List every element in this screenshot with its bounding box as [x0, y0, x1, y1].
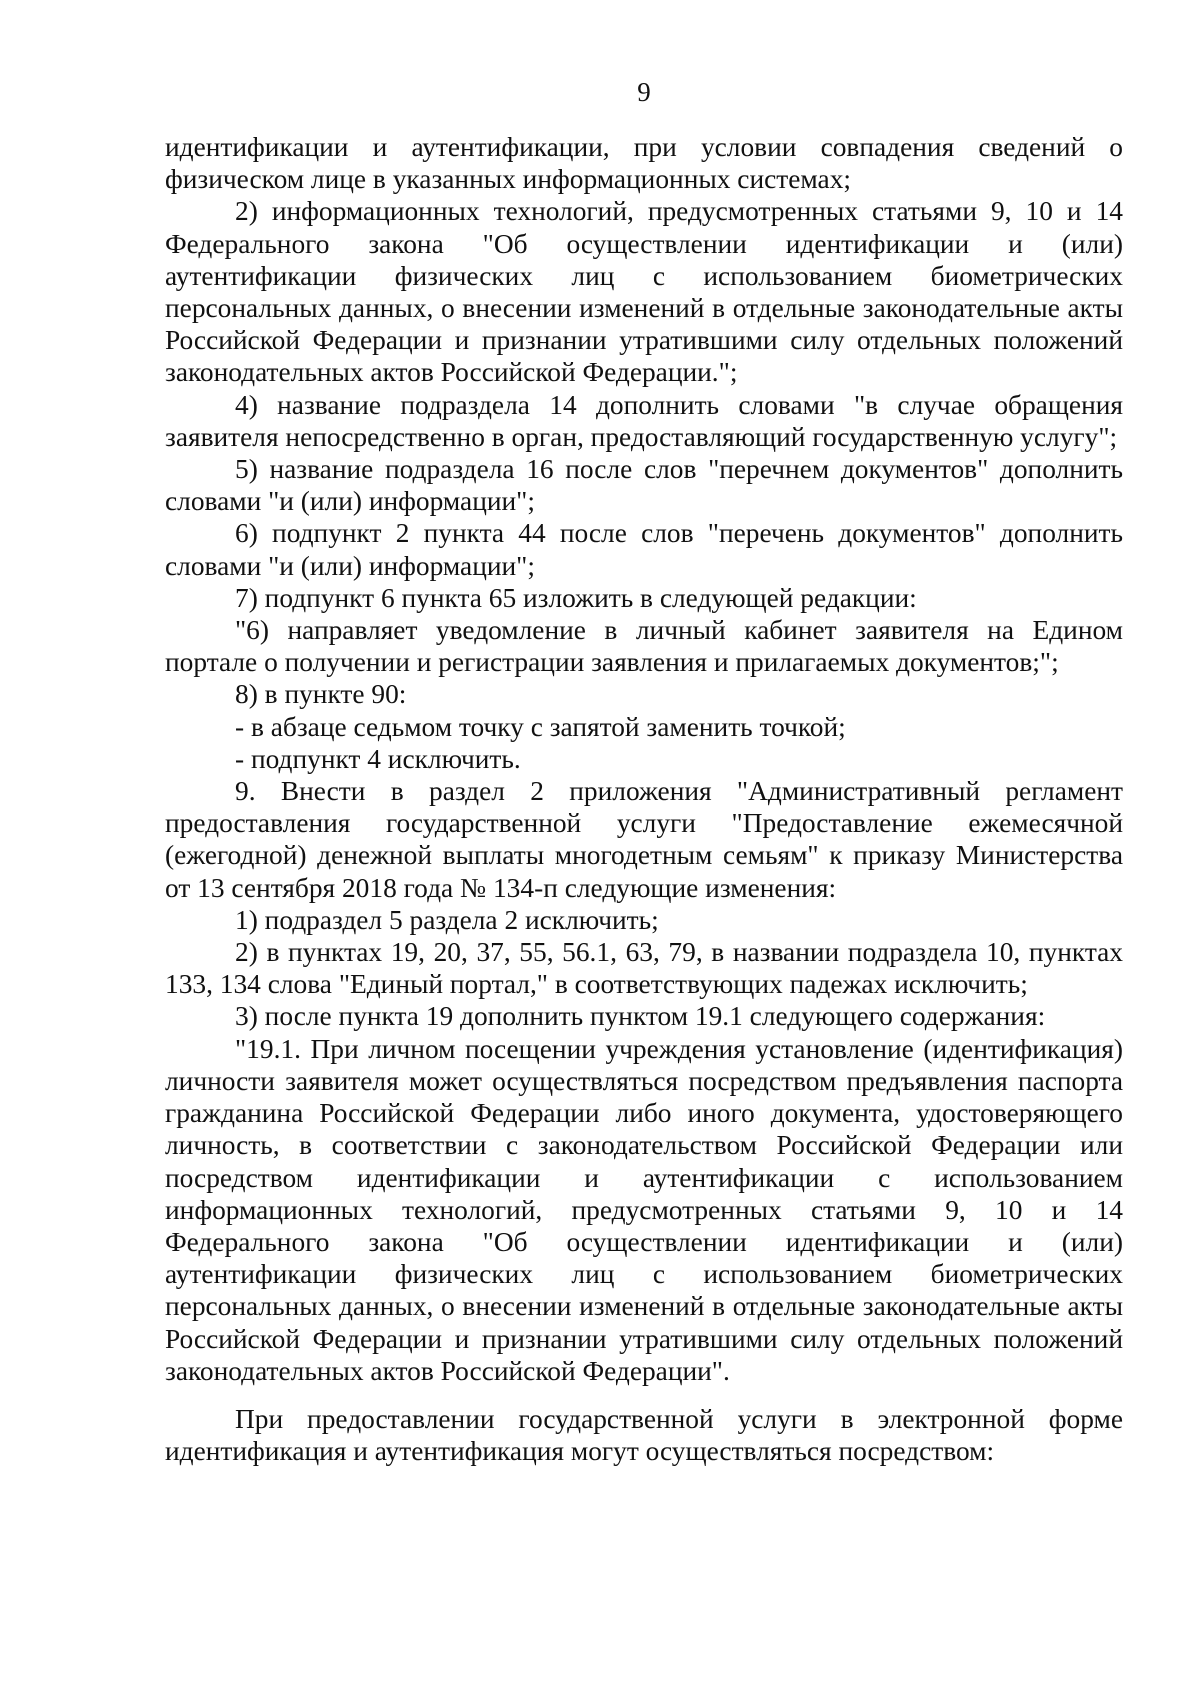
paragraph-item-4: 4) название подраздела 14 дополнить словами "в случае обращения заявителя непосредственно в орган, предоставляющий государственную услугу"; — [165, 389, 1123, 452]
document-page — [165, 0, 1123, 1697]
paragraph-item-8: 8) в пункте 90: — [235, 679, 407, 710]
paragraph-sub-3: 3) после пункта 19 дополнить пунктом 19.1 следующего содержания: — [235, 1001, 1046, 1032]
paragraph-dash-1: - в абзаце седьмом точку с запятой заменить точкой; — [235, 711, 846, 742]
paragraph-sub-2: 2) в пунктах 19, 20, 37, 55, 56.1, 63, 79, в названии подраздела 10, пунктах 133, 134 слова "Единый портал," в соответствующих падежах исключить; — [165, 937, 1123, 1000]
paragraph-sub-1: 1) подраздел 5 раздела 2 исключить; — [235, 904, 659, 935]
page-number: 9 — [637, 77, 651, 107]
paragraph-continuation: идентификации и аутентификации, при условии совпадения сведений о физическом лице в указанных информационных системах; — [165, 132, 1123, 195]
paragraph-dash-2: - подпункт 4 исключить. — [235, 743, 521, 774]
paragraph-item-5: 5) название подраздела 16 после слов "перечнем документов" дополнить словами "и (или) информации"; — [165, 454, 1123, 517]
paragraph-electronic-form: При предоставлении государственной услуги в электронной форме идентификация и аутентификация могут осуществляться посредством: — [165, 1403, 1123, 1467]
paragraph-item-2: 2) информационных технологий, предусмотренных статьями 9, 10 и 14 Федерального закона "Об осуществлении идентификации и (или) аутентификации физических лиц с использованием биометрических персональных данных, о внесении изменений в отдельные законодательные акты Российской Федерации и признании утратившими силу отдельных положений законодательных актов Российской Федерации."; — [165, 196, 1123, 388]
paragraph-item-6: 6) подпункт 2 пункта 44 после слов "перечень документов" дополнить словами "и (или) информации"; — [165, 518, 1123, 581]
paragraph-quoted-19-1: "19.1. При личном посещении учреждения установление (идентификация) личности заявителя может осуществляться посредством предъявления паспорта гражданина Российской Федерации либо иного документа, удостоверяющего личность, в соответствии с законодательством Российской Федерации или посредством идентификации и аутентификации с использованием информационных технологий, предусмотренных статьями 9, 10 и 14 Федерального закона "Об осуществлении идентификации и (или) аутентификации физических лиц с использованием биометрических персональных данных, о внесении изменений в отдельные законодательные акты Российской Федерации и признании утратившими силу отдельных положений законодательных актов Российской Федерации". — [165, 1033, 1123, 1386]
document-body — [165, 131, 1123, 1467]
paragraph-section-9: 9. Внести в раздел 2 приложения "Административный регламент предоставления государственной услуги "Предоставление ежемесячной (ежегодной) денежной выплаты многодетным семьям" к приказу Министерства от 13 сентября 2018 года № 134-п следующие изменения: — [165, 776, 1123, 903]
paragraph-item-7: 7) подпункт 6 пункта 65 изложить в следующей редакции: — [235, 582, 917, 613]
paragraph-quoted-6: "6) направляет уведомление в личный кабинет заявителя на Едином портале о получении и регистрации заявления и прилагаемых документов;"; — [165, 615, 1123, 678]
